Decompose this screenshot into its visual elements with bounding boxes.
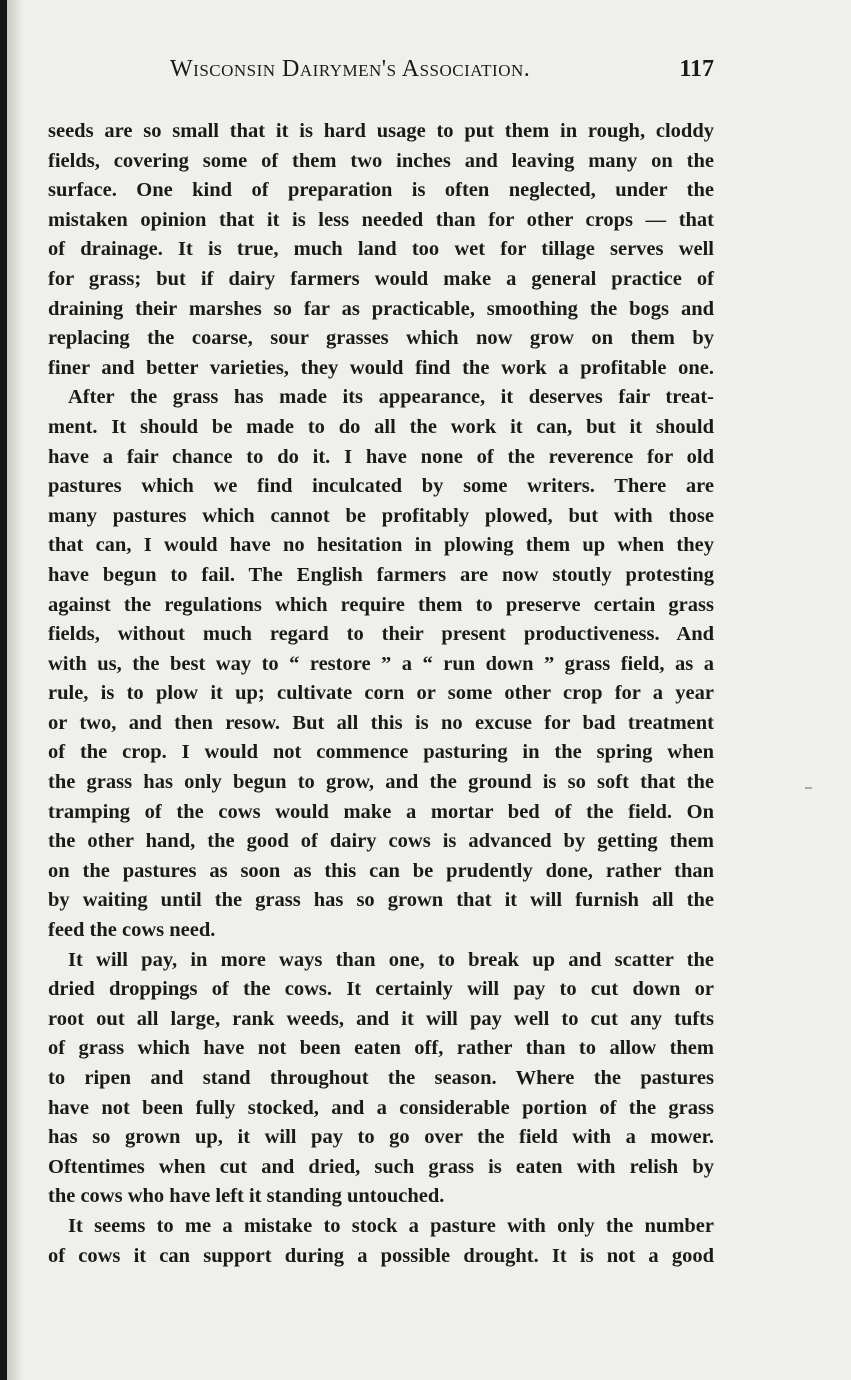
text-line: that can, I would have no hesitation in plowing them up when they [48,534,714,557]
text-line: the grass has only begun to grow, and the ground is so soft that the [48,771,714,794]
text-line: After the grass has made its appearance, it deserves fair treat- [68,386,714,409]
text-line: surface. One kind of preparation is often neglected, under the [48,179,714,202]
text-line: for grass; but if dairy farmers would make a general practice of [48,267,714,290]
text-line: fields, covering some of them two inches and leaving many on the [48,149,714,172]
text-line: fields, without much regard to their present productiveness. And [48,623,714,646]
text-line: rule, is to plow it up; cultivate corn or some other crop for a year [48,682,714,705]
book-spine-edge [0,0,7,1380]
text-line: It seems to me a mistake to stock a pasture with only the number [68,1214,714,1237]
text-line: It will pay, in more ways than one, to break up and scatter the [68,948,714,971]
text-line: mistaken opinion that it is less needed than for other crops — that [48,208,714,231]
text-line: to ripen and stand throughout the season. Where the pastures [48,1067,714,1089]
text-line: with us, the best way to “ restore ” a “ run down ” grass field, as a [48,652,714,675]
text-line: by waiting until the grass has so grown that it will furnish all the [48,889,714,912]
text-line: has so grown up, it will pay to go over the field with a mower. [48,1126,714,1149]
text-line: Oftentimes when cut and dried, such grass is eaten with relish by [48,1155,714,1178]
margin-mark [805,787,812,789]
text-line: of the crop. I would not commence pasturing in the spring when [48,741,714,764]
running-title: Wisconsin Dairymen's Association. [170,56,531,82]
paragraph-4 [48,1212,714,1271]
body-text [48,117,714,1271]
text-line: or two, and then resow. But all this is no excuse for bad treatment [48,711,714,734]
text-line: dried droppings of the cows. It certainly will pay to cut down or [48,978,714,1001]
text-line: tramping of the cows would make a mortar bed of the field. On [48,800,714,823]
text-line: ment. It should be made to do all the work it can, but it should [48,415,714,438]
text-line: draining their marshes so far as practicable, smoothing the bogs and [48,297,714,320]
text-line: root out all large, rank weeds, and it will pay well to cut any tufts [48,1007,714,1030]
page-number: 117 [679,56,714,82]
text-line: on the pastures as soon as this can be prudently done, rather than [48,859,714,882]
text-line: feed the cows need. [48,919,216,942]
running-head [48,56,714,90]
paragraph-2 [48,383,714,945]
paragraph-3 [48,946,714,1212]
text-line: many pastures which cannot be profitably plowed, but with those [48,504,714,527]
text-line: seeds are so small that it is hard usage to put them in rough, cloddy [48,120,714,142]
text-line: of grass which have not been eaten off, rather than to allow them [48,1037,714,1060]
text-line: of cows it can support during a possible drought. It is not a good [48,1244,714,1267]
text-line: replacing the coarse, sour grasses which now grow on them by [48,327,714,350]
gutter-shadow [7,0,23,1380]
text-line: have not been fully stocked, and a considerable portion of the grass [48,1096,714,1119]
text-line: the cows who have left it standing untouched. [48,1185,445,1208]
text-line: have begun to fail. The English farmers are now stoutly protesting [48,563,714,586]
paragraph-1 [48,117,714,383]
text-line: against the regulations which require them to preserve certain grass [48,593,714,616]
text-line: have a fair chance to do it. I have none of the reverence for old [48,445,714,468]
text-line: pastures which we find inculcated by some writers. There are [48,475,714,498]
text-line: the other hand, the good of dairy cows is advanced by getting them [48,830,714,853]
text-line: finer and better varieties, they would find the work a profitable one. [48,356,714,379]
text-line: of drainage. It is true, much land too wet for tillage serves well [48,238,714,261]
